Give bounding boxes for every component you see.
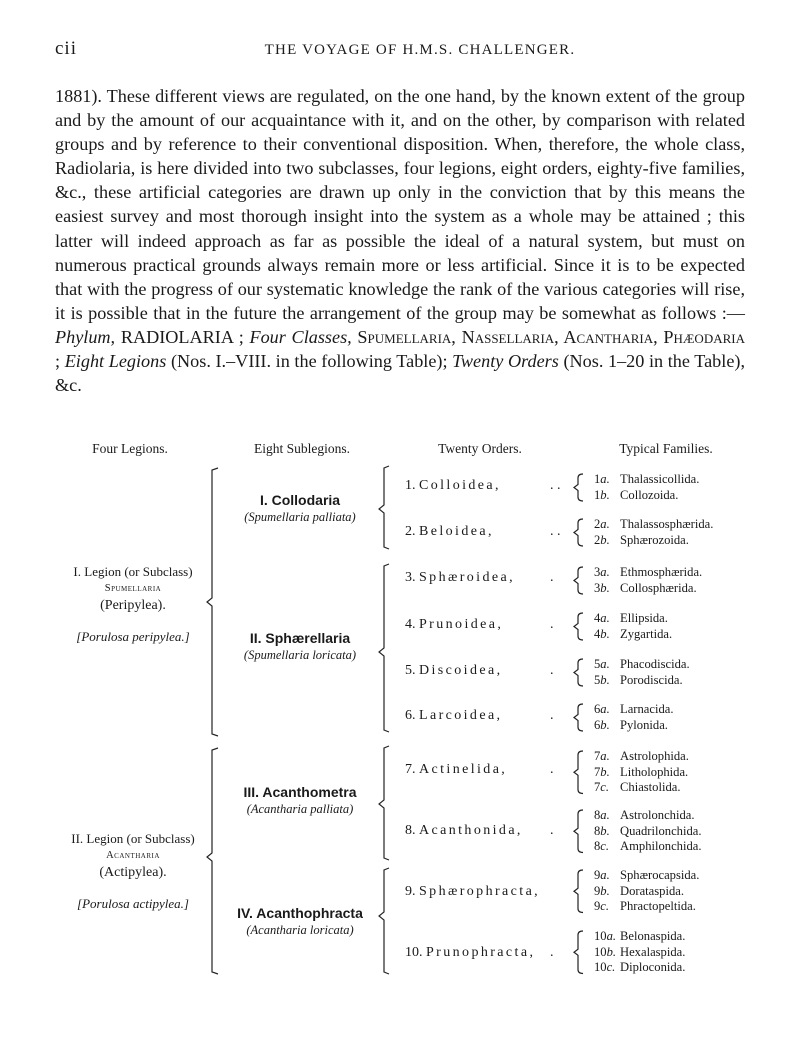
family-code: 1b. (594, 487, 610, 502)
family-name: Hexalaspida. (620, 944, 686, 959)
family-code: 4a. (594, 611, 610, 625)
family-code: 7a. (594, 749, 610, 763)
legion-title: I. Legion (or Subclass) (73, 564, 193, 579)
order-leader-dots: . (550, 617, 554, 632)
legion-synonym: [Porulosa peripylea.] (76, 629, 190, 644)
family-brace (574, 704, 583, 731)
order-number: 4. (405, 617, 419, 632)
family-code: 5a. (594, 657, 610, 671)
family-name: Dorataspida. (620, 883, 684, 898)
order-leader-dots: . (550, 823, 554, 838)
family-code: 9c. (594, 899, 610, 913)
family-brace (574, 613, 583, 640)
header-legions: Four Legions. (92, 441, 168, 456)
family-brace (574, 519, 583, 546)
classes-list: Spumellaria, Nassellaria, Acantharia, Phæodaria ; (55, 326, 745, 372)
order-name: Larcoidea, (419, 708, 503, 723)
legion-paren: (Actipylea). (99, 865, 167, 880)
family-code: 6b. (594, 717, 610, 732)
family-brace (574, 870, 583, 913)
family-name: Collosphærida. (620, 580, 697, 595)
family-code: 10a. (594, 929, 617, 943)
sublegion-sub: (Spumellaria loricata) (243, 648, 357, 662)
family-code: 8c. (594, 839, 610, 853)
family-code: 9a. (594, 868, 610, 882)
sublegion-brace (379, 466, 389, 549)
family-code: 4b. (594, 626, 610, 641)
family-name: Ellipsida. (620, 611, 668, 625)
family-name: Thalassicollida. (620, 472, 700, 486)
sublegion-name: II. Sphærellaria (249, 630, 351, 646)
family-name: Litholophida. (620, 764, 689, 779)
sublegion-name: I. Collodaria (259, 492, 341, 508)
family-code: 10b. (594, 944, 617, 959)
legion-title: II. Legion (or Subclass) (71, 831, 195, 846)
family-name: Pylonida. (620, 717, 668, 732)
sublegion-sub: (Spumellaria palliata) (244, 510, 356, 524)
family-name: Astrolophida. (620, 749, 689, 763)
paragraph-text: 1881). These different views are regulated, on the one hand, by the known extent of the group and by the amount of our acquaintance with it, and on the other, by comparison with related groups and by reference to their conventional disposition. When, therefore, the whole class, Radiolaria, is here divided into two subclasses, four legions, eight orders, eighty-five families, &c., these artificial categories are drawn up only in the conviction that by this means the easiest survey and most thorough insight into the system as a whole may be attained ; this latter will indeed approach as far as possible the ideal of a natural system, but must on numerous practical grounds always remain more or less artificial. Since it is to be expected that with the progress of our systematic knowledge the rank of the various categories will rise, it is possible that in the future the arrangement of the group may be somewhat as follows :— (55, 86, 745, 323)
family-name: Chiastolida. (620, 780, 681, 794)
order-leader-dots: . . (550, 478, 561, 493)
family-brace (574, 659, 583, 686)
legion-brace (207, 468, 218, 736)
sublegion-name: III. Acanthometra (243, 784, 357, 800)
orders-note: (Nos. 1–20 in the Table), &c. (55, 351, 745, 396)
family-code: 5b. (594, 672, 610, 687)
order-leader-dots: . (550, 708, 554, 723)
family-brace (574, 751, 583, 794)
family-code: 3b. (594, 580, 610, 595)
legion-name: Spumellaria (104, 583, 162, 594)
order-number: 8. (405, 823, 419, 838)
family-code: 8a. (594, 808, 610, 822)
order-leader-dots: . (550, 663, 554, 678)
sublegion-sub: (Acantharia loricata) (246, 923, 354, 937)
order-name: Colloidea, (419, 478, 501, 493)
header-families: Typical Families. (619, 441, 713, 456)
family-name: Astrolonchida. (620, 808, 695, 822)
family-name: Amphilonchida. (620, 839, 702, 853)
family-name: Sphærocapsida. (620, 868, 700, 882)
family-code: 10c. (594, 960, 616, 974)
family-name: Collozoida. (620, 487, 679, 502)
legion-brace (207, 748, 218, 974)
family-name: Sphærozoida. (620, 532, 689, 547)
family-code: 9b. (594, 883, 610, 898)
family-name: Belonaspida. (620, 929, 686, 943)
order-name: Actinelida, (419, 762, 508, 777)
order-name: Discoidea, (419, 663, 503, 678)
family-brace (574, 474, 583, 501)
family-name: Quadrilonchida. (620, 823, 702, 838)
legions-note: (Nos. I.–VIII. in the following Table); (166, 351, 453, 372)
order-number: 6. (405, 708, 419, 723)
order-number: 7. (405, 762, 419, 777)
legion-name: Acantharia (106, 850, 160, 861)
header-orders: Twenty Orders. (438, 441, 522, 456)
family-name: Ethmosphærida. (620, 565, 703, 579)
family-code: 3a. (594, 565, 610, 579)
order-name: Acanthonida, (419, 823, 523, 838)
family-name: Phacodiscida. (620, 657, 690, 671)
legion-synonym: [Porulosa actipylea.] (77, 896, 189, 911)
family-name: Larnacida. (620, 702, 674, 716)
order-name: Prunophracta, (426, 945, 536, 960)
family-code: 7c. (594, 780, 610, 794)
running-title: THE VOYAGE OF H.M.S. CHALLENGER. (264, 42, 576, 58)
family-name: Thalassosphærida. (620, 517, 714, 531)
classes-label: Four Classes, (249, 326, 352, 347)
order-number: 2. (405, 524, 419, 539)
family-brace (574, 810, 583, 853)
order-name: Sphæroidea, (419, 570, 516, 585)
sublegion-brace (379, 564, 389, 732)
family-code: 6a. (594, 702, 610, 716)
order-number: 9. (405, 884, 419, 899)
legions-label: Eight Legions (64, 351, 167, 372)
legion-paren: (Peripylea). (100, 598, 166, 613)
family-brace (574, 567, 583, 594)
order-number: 10. (405, 945, 426, 960)
header-sublegions: Eight Sublegions. (253, 441, 350, 456)
order-leader-dots: . . (550, 524, 561, 539)
phylum-name: RADIOLARIA ; (115, 326, 250, 347)
family-name: Phractopeltida. (620, 899, 696, 913)
sublegion-name: IV. Acanthophracta (237, 905, 363, 921)
order-leader-dots: . (550, 945, 554, 960)
phylum-label: Phylum, (55, 326, 116, 347)
family-name: Diploconida. (620, 960, 686, 974)
family-code: 1a. (594, 472, 610, 486)
sublegion-brace (379, 868, 389, 974)
family-name: Zygartida. (620, 626, 673, 641)
order-number: 1. (405, 478, 419, 493)
sublegion-brace (379, 746, 389, 860)
order-name: Beloidea, (419, 524, 494, 539)
order-leader-dots: . (550, 762, 554, 777)
page-number: cii (55, 38, 77, 59)
family-name: Porodiscida. (620, 672, 683, 687)
orders-label: Twenty Orders (452, 351, 559, 372)
family-code: 8b. (594, 823, 610, 838)
sublegion-sub: (Acantharia palliata) (246, 802, 354, 816)
family-code: 2b. (594, 532, 610, 547)
family-brace (574, 931, 583, 974)
family-code: 7b. (594, 764, 610, 779)
order-name: Prunoidea, (419, 617, 504, 632)
order-number: 3. (405, 570, 419, 585)
order-leader-dots: . (550, 570, 554, 585)
order-name: Sphærophracta, (419, 884, 541, 899)
order-number: 5. (405, 663, 419, 678)
family-code: 2a. (594, 517, 610, 531)
